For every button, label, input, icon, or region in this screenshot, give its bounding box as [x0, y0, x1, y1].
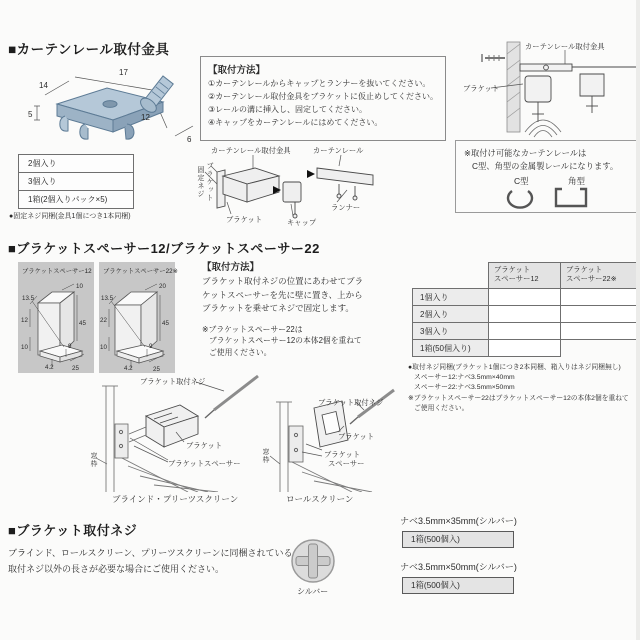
svg-text:25: 25: [72, 365, 79, 372]
runner-label: ランナー: [331, 203, 361, 212]
svg-text:9: 9: [68, 343, 72, 350]
note-line: スペーサー12:ナベ3.5mm×40mm: [414, 374, 515, 382]
body-line: 取付ネジ以外の長さが必要な場合にご使用ください。: [8, 563, 225, 574]
table-cell: [560, 288, 638, 306]
howto-step: ④キャップをカーテンレールにはめてください。: [208, 117, 383, 127]
screw-item-name: ナベ3.5mm×35mm(シルバー): [400, 516, 517, 526]
c-type-label: C型: [514, 176, 529, 186]
section3-body: [8, 546, 293, 578]
screw-head-icon: [290, 538, 336, 584]
svg-text:10: 10: [100, 344, 107, 351]
rail-profile-icons: [496, 185, 606, 211]
silver-label: シルバー: [297, 587, 329, 596]
howto-title: 【取付方法】: [208, 65, 266, 76]
svg-text:22: 22: [100, 317, 107, 324]
col-header-spacer22: ブラケット スペーサー22※: [560, 262, 638, 289]
bracket-vertical-label: ブラケット: [206, 162, 213, 202]
wall-mount-diagram: [455, 36, 640, 138]
bracket-spacer-label: ブラケットスペーサー: [168, 459, 241, 468]
table-cell: [488, 305, 561, 323]
spacer-notes: [408, 363, 629, 414]
howto-line: ブラケット取付ネジの位置にあわせてブラ: [202, 276, 364, 286]
body-line: ブラインド、ロールスクリーン、プリーツスクリーンに同梱されている: [8, 548, 293, 558]
bracket-spacer-label-line1: ブラケット: [324, 450, 361, 459]
table-cell: [560, 322, 638, 340]
screw-item-name: ナベ3.5mm×50mm(シルバー): [400, 562, 517, 572]
table-cell: [488, 339, 561, 357]
bracket-screw-label: ブラケット取付ネジ: [318, 398, 384, 407]
note-line: C型、角型の金属製レールになります。: [472, 160, 619, 171]
howto-box-rail-fitting: [200, 56, 446, 141]
row-label: 1個入り: [412, 288, 489, 306]
howto-note-line: ※ブラケットスペーサー22は: [202, 324, 303, 334]
row-label: 2個入り: [412, 305, 489, 323]
svg-text:13.5: 13.5: [101, 295, 114, 302]
bracket-label: ブラケット: [338, 432, 375, 441]
svg-text:カーテンレール: カーテンレール: [313, 146, 364, 155]
blind-install-diagram: [66, 372, 266, 492]
svg-text:10: 10: [76, 283, 83, 290]
svg-text:14: 14: [39, 81, 48, 90]
screw-item-pack: 1箱(500個入): [402, 577, 514, 594]
howto-step: ③レールの溝に挿入し、固定してください。: [208, 104, 368, 114]
spacer12-title: ブラケットスペーサー12: [22, 268, 92, 275]
svg-text:12: 12: [21, 317, 28, 324]
howto-line: ブラケットを乗せてネジで固定します。: [202, 303, 354, 314]
svg-text:5: 5: [28, 110, 33, 119]
howto-step: ①カーテンレールからキャップとランナーを抜いてください。: [208, 79, 431, 88]
svg-text:17: 17: [119, 68, 128, 77]
svg-text:6: 6: [187, 135, 192, 144]
col-header-spacer12: ブラケット スペーサー12: [488, 262, 561, 289]
svg-text:45: 45: [79, 320, 86, 327]
note-line: ●取付ネジ同梱(ブラケット1個につき2本同梱、箱入りはネジ同梱無し): [408, 364, 621, 371]
table-cell: [488, 288, 561, 306]
section1-heading: ■カーテンレール取付金具: [8, 42, 170, 57]
rail-fitting-drawing: [15, 64, 200, 152]
square-rail-icon: [556, 189, 586, 206]
svg-text:45: 45: [162, 320, 169, 327]
section3-heading: ■ブラケット取付ネジ: [8, 523, 138, 538]
bracket-spacer-label-line2: スペーサー: [328, 459, 365, 468]
note-line: ご使用ください。: [414, 404, 469, 412]
svg-text:10: 10: [21, 344, 28, 351]
table-row: 2個入り: [19, 155, 133, 173]
svg-text:カーテンレール取付金具: カーテンレール取付金具: [211, 146, 291, 155]
fitting-pack-note: ●固定ネジ同梱(金具1個につき1本同梱): [9, 213, 131, 220]
svg-text:4.2: 4.2: [124, 365, 133, 372]
row-label: 1箱(50個入り): [412, 339, 489, 357]
spacer22-title: ブラケットスペーサー22※: [103, 268, 178, 275]
svg-text:ブラケット: ブラケット: [463, 84, 500, 93]
square-type-label: 角型: [568, 176, 586, 186]
page-edge: [636, 0, 640, 640]
svg-text:20: 20: [159, 283, 166, 290]
table-row: 3個入り: [19, 173, 133, 191]
screw-item-pack: 1箱(500個入): [402, 531, 514, 548]
spacer22-drawing: [99, 275, 175, 372]
spacer12-panel: [18, 262, 94, 373]
blind-caption: ブラインド・プリーツスクリーン: [112, 494, 239, 504]
howto-note-line: ご使用ください。: [209, 348, 272, 358]
bracket-screw-label: ブラケット取付ネジ: [140, 377, 206, 386]
table-row: 1箱(2個入りパック×5): [19, 191, 133, 208]
svg-text:12: 12: [141, 113, 150, 122]
svg-text:4.2: 4.2: [45, 364, 54, 371]
fitting-pack-table: [18, 154, 134, 209]
table-cell: [560, 305, 638, 323]
howto-title: 【取付方法】: [202, 262, 260, 273]
svg-text:カーテンレール取付金具: カーテンレール取付金具: [525, 42, 605, 51]
cap-label: キャップ: [287, 218, 317, 227]
note-line: ※ブラケットスペーサー22はブラケットスペーサー12の本体2個を重ねて: [408, 394, 629, 402]
howto-line: ケットスペーサーを先に壁に置き、上から: [202, 289, 363, 300]
table-cell: [488, 322, 561, 340]
svg-text:9: 9: [149, 343, 153, 350]
row-label: 3個入り: [412, 322, 489, 340]
bracket-label: ブラケット: [186, 441, 223, 450]
svg-text:25: 25: [153, 366, 160, 372]
howto-note-line: ブラケットスペーサー12の本体2個を重ねて: [209, 336, 362, 346]
note-line: スペーサー22:ナベ3.5mm×50mm: [414, 384, 515, 392]
bracket-label: ブラケット: [226, 215, 263, 224]
svg-text:13.5: 13.5: [22, 295, 35, 302]
section2-heading: ■ブラケットスペーサー12/ブラケットスペーサー22: [8, 241, 320, 256]
spacer12-drawing: [18, 275, 94, 372]
howto-step: ②カーテンレール取付金具をブラケットに仮止めしてください。: [208, 91, 439, 101]
note-line: ※取付け可能なカーテンレールは: [464, 148, 587, 158]
rail-type-notebox: [455, 140, 638, 213]
spacer22-panel: [99, 262, 178, 373]
c-rail-icon: [508, 191, 532, 208]
window-frame-label: 窓枠: [90, 452, 97, 468]
rollscreen-caption: ロールスクリーン: [286, 494, 354, 504]
fix-screw-vertical-label: 固定ネジ: [197, 166, 204, 198]
window-frame-label: 窓枠: [262, 448, 269, 464]
